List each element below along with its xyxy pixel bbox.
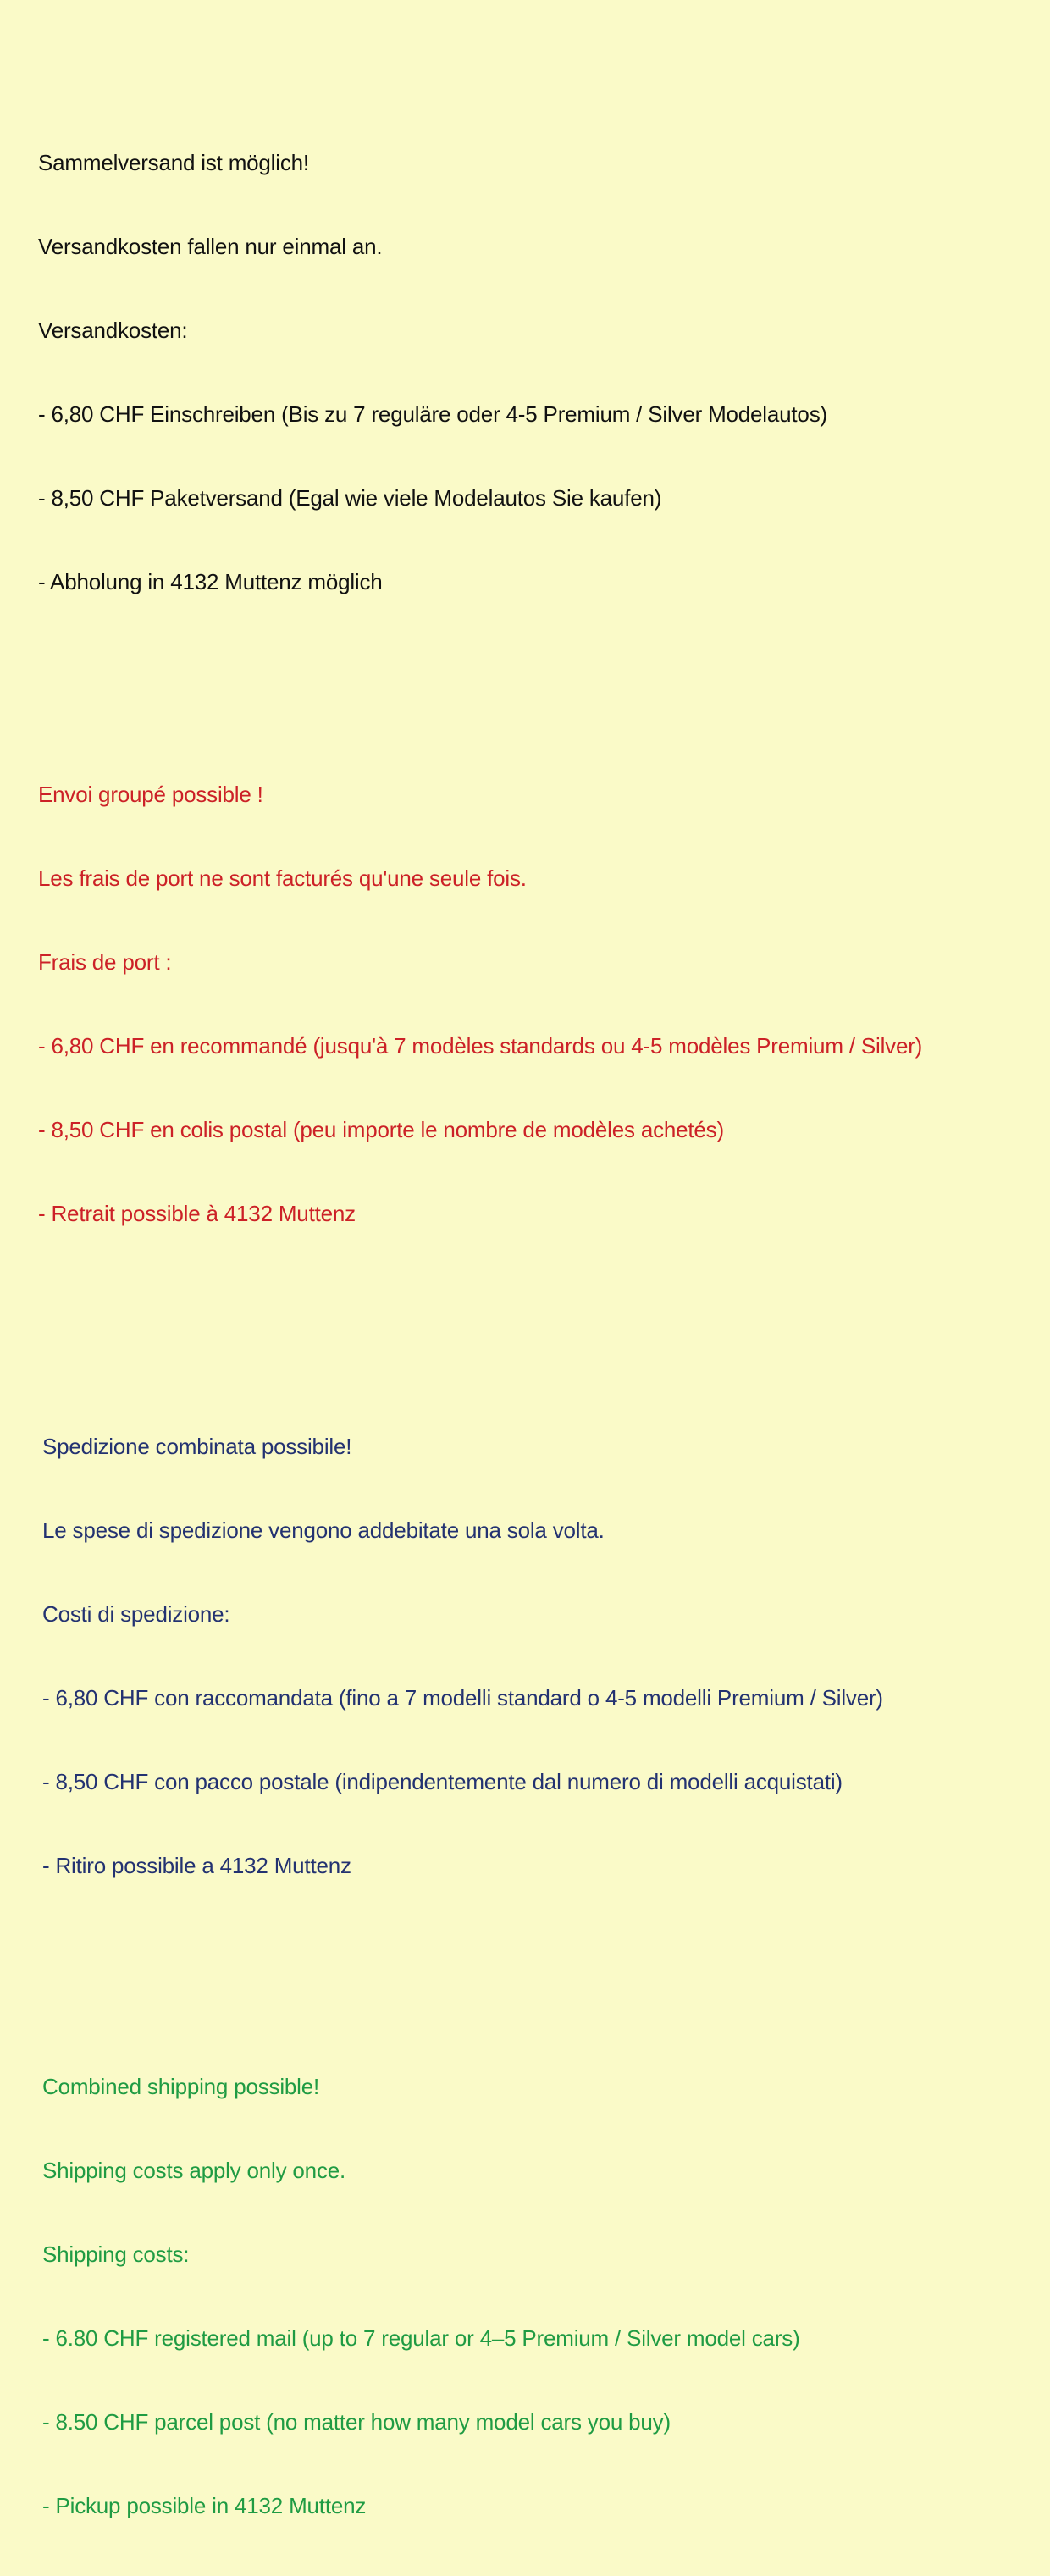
german-heading: Sammelversand ist möglich! — [38, 150, 309, 175]
german-cost-item: - 6,80 CHF Einschreiben (Bis zu 7 reguläre oder 4-5 Premium / Silver Modelautos) — [38, 401, 827, 427]
german-cost-item: - 8,50 CHF Paketversand (Egal wie viele Modelautos Sie kaufen) — [38, 485, 662, 511]
english-pickup-item: - Pickup possible in 4132 Muttenz — [42, 2493, 367, 2518]
italian-cost-item: - 8,50 CHF con pacco postale (indipendentemente dal numero di modelli acquistati) — [42, 1769, 843, 1794]
italian-note: Le spese di spedizione vengono addebitate una sola volta. — [42, 1517, 605, 1543]
english-heading: Combined shipping possible! — [42, 2074, 320, 2099]
shipping-info-german — [0, 93, 1050, 652]
french-note: Les frais de port ne sont facturés qu'une seule fois. — [38, 865, 527, 891]
german-pickup-item: - Abholung in 4132 Muttenz möglich — [38, 569, 383, 594]
french-cost-item: - 6,80 CHF en recommandé (jusqu'à 7 modèles standards ou 4-5 modèles Premium / Silver) — [38, 1033, 923, 1059]
english-cost-item: - 8.50 CHF parcel post (no matter how many model cars you buy) — [42, 2409, 671, 2435]
french-cost-item: - 8,50 CHF en colis postal (peu importe le nombre de modèles achetés) — [38, 1117, 724, 1142]
italian-heading: Spedizione combinata possibile! — [42, 1434, 352, 1459]
german-costs-label: Versandkosten: — [38, 318, 188, 343]
english-note: Shipping costs apply only once. — [42, 2158, 346, 2183]
italian-cost-item: - 6,80 CHF con raccomandata (fino a 7 modelli standard o 4-5 modelli Premium / Silver) — [42, 1685, 883, 1711]
shipping-info-english — [0, 2017, 1050, 2576]
english-cost-item: - 6.80 CHF registered mail (up to 7 regular or 4–5 Premium / Silver model cars) — [42, 2325, 800, 2351]
shipping-info-italian — [0, 1377, 1050, 1936]
shipping-info-french — [0, 725, 1050, 1284]
french-costs-label: Frais de port : — [38, 949, 172, 975]
english-costs-label: Shipping costs: — [42, 2242, 190, 2267]
french-heading: Envoi groupé possible ! — [38, 782, 263, 807]
german-note: Versandkosten fallen nur einmal an. — [38, 234, 383, 259]
french-pickup-item: - Retrait possible à 4132 Muttenz — [38, 1201, 356, 1226]
italian-pickup-item: - Ritiro possibile a 4132 Muttenz — [42, 1853, 351, 1878]
italian-costs-label: Costi di spedizione: — [42, 1601, 230, 1627]
